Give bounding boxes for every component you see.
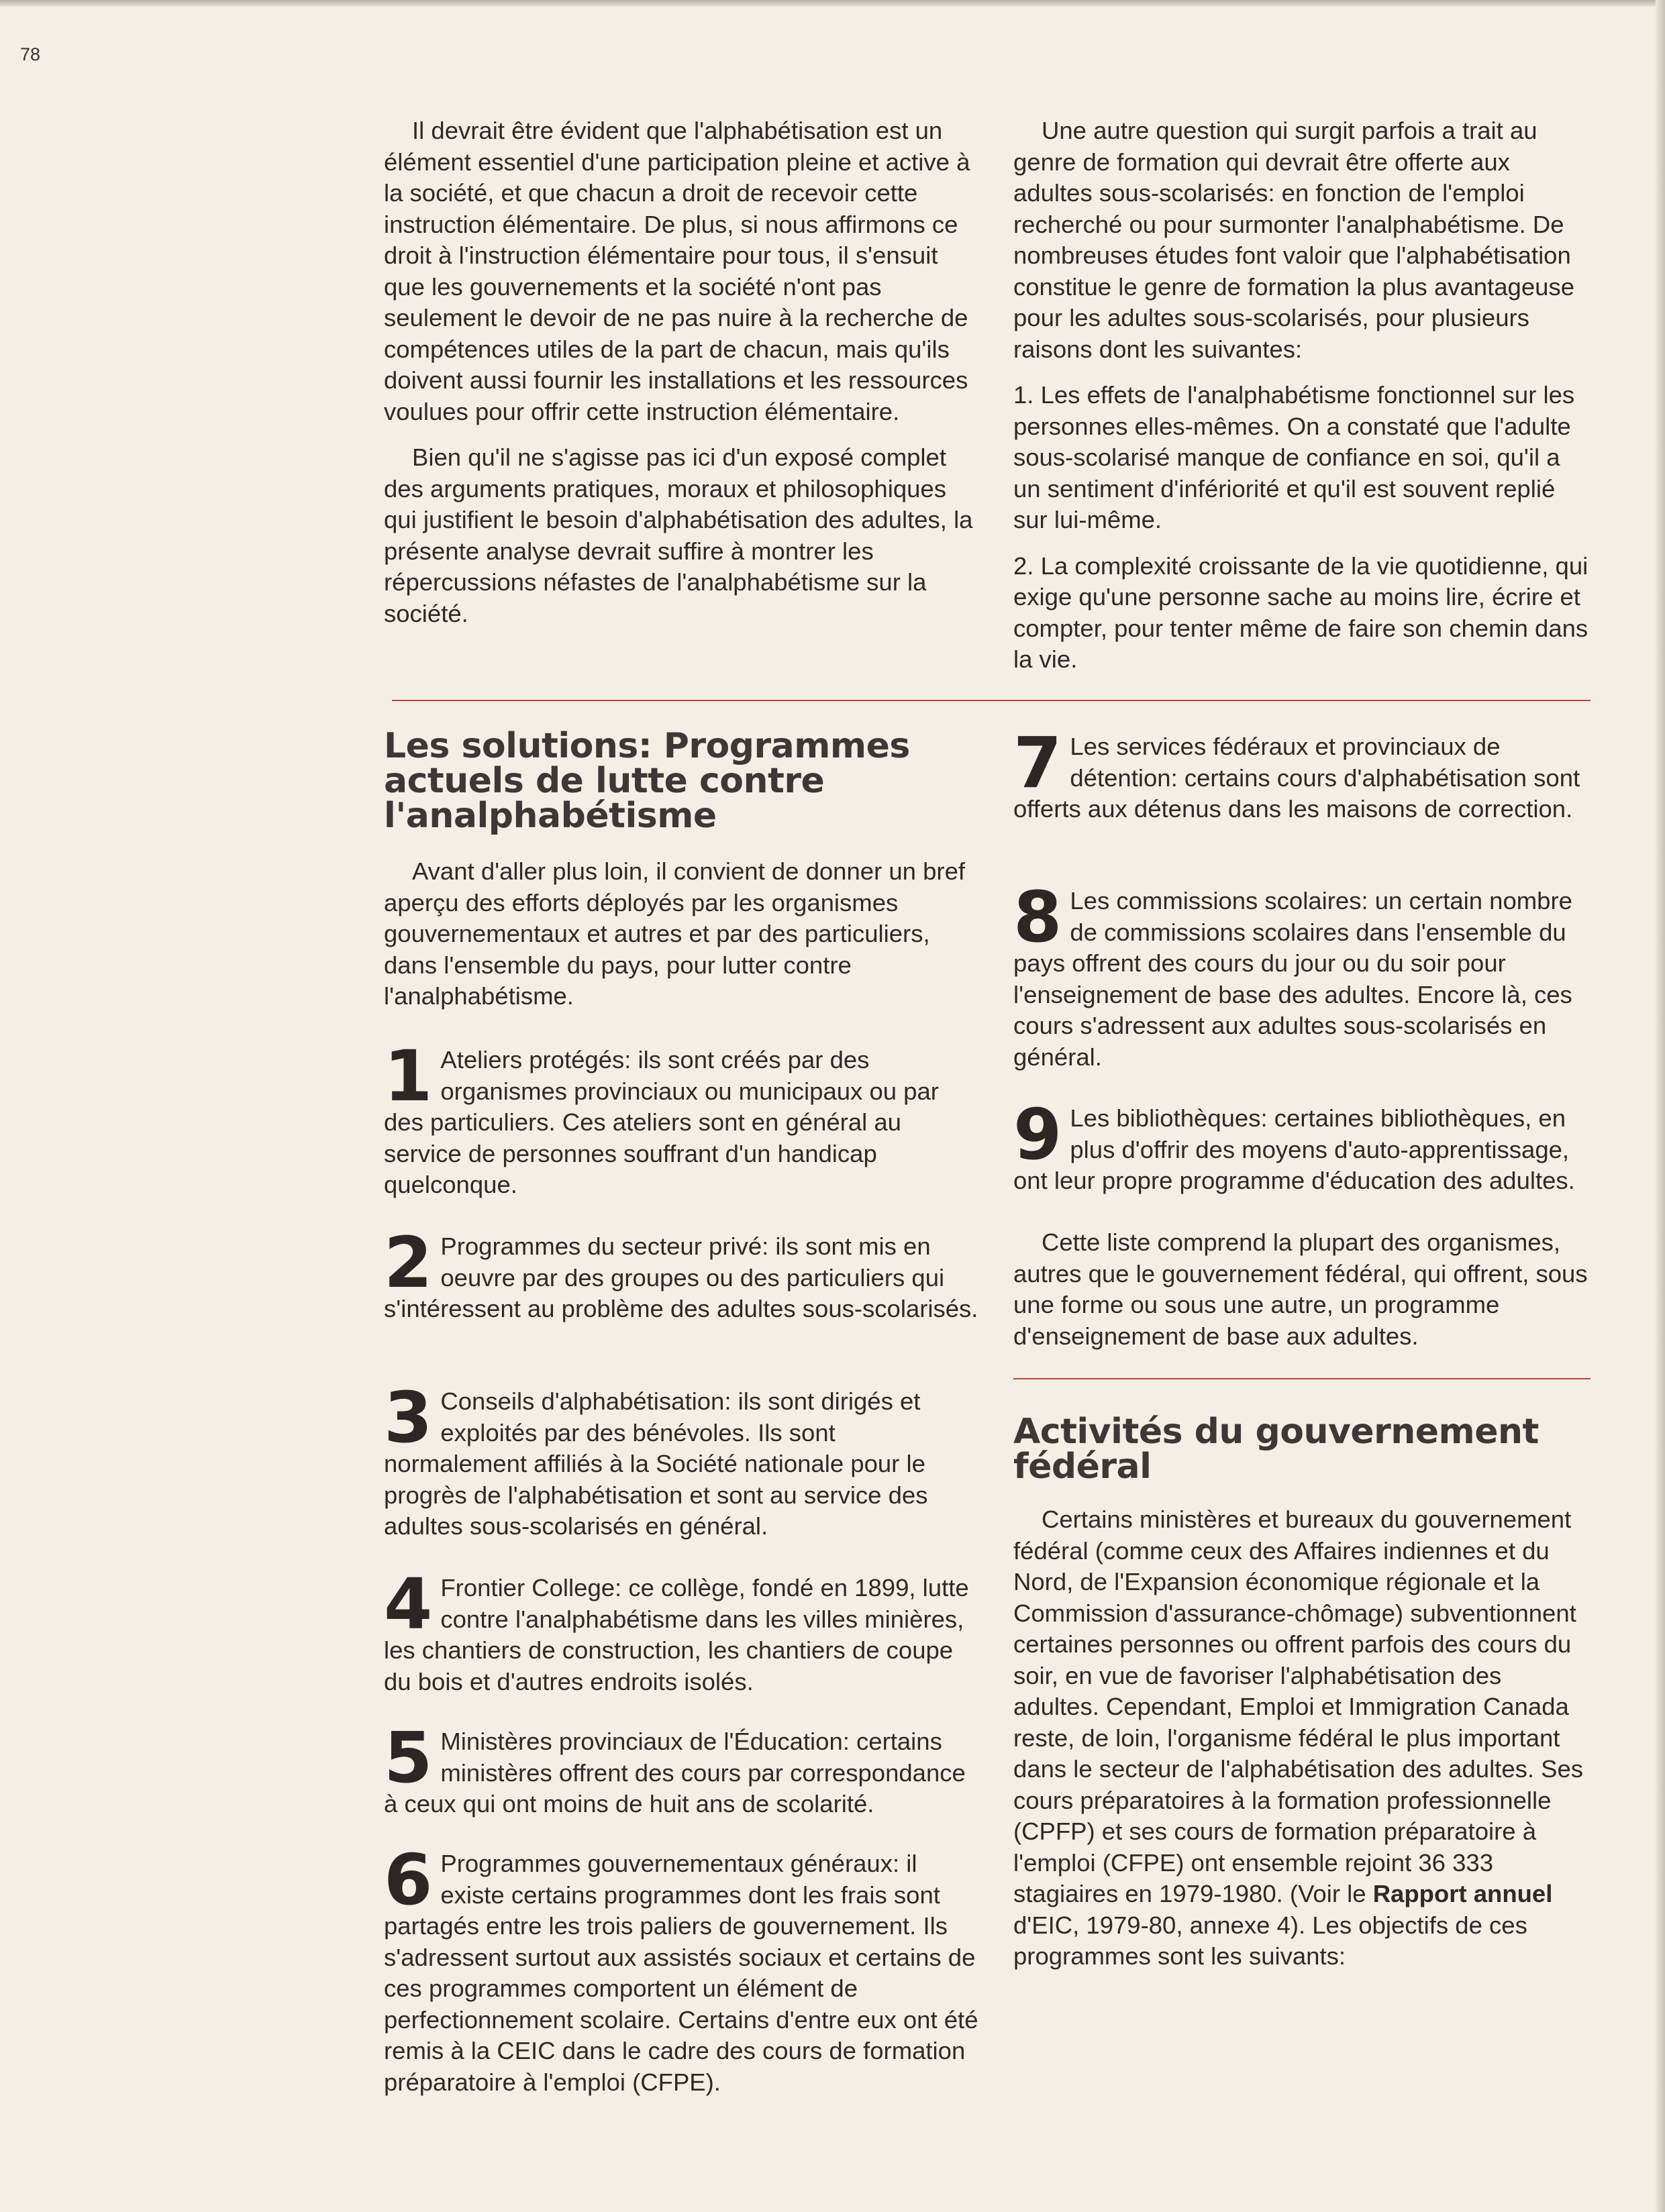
item-text: Frontier College: ce collège, fondé en 1899, lutte contre l'analphabétisme dans les villes minières, les chantiers de construction, les chantiers de coupe du bois et d'autres endroits isolés.: [384, 1574, 969, 1695]
item-text: Programmes gouvernementaux généraux: il existe certains programmes dont les frais sont partagés entre les trois paliers de gouvernement. Ils s'adressent surtout aux assistés sociaux et certains de ces programmes comportent un élément de perfectionnement scolaire. Certains d'entre eux ont été remis à la CEIC dans le cadre des cours de formation préparatoire à l'emploi (CFPE).: [384, 1850, 978, 2096]
item-text: Les bibliothèques: certaines bibliothèques, en plus d'offrir des moyens d'auto-apprentissage, ont leur propre programme d'éducation des adultes.: [1013, 1104, 1575, 1194]
federal-text-before: Certains ministères et bureaux du gouvernement fédéral (comme ceux des Affaires indiennes et du Nord, de l'Expansion économique régionale et la Commission d'assurance-chômage) subventionnent certaines personnes ou offrent parfois des cours du soir, en vue de favoriser l'alphabétisation des adultes. Cependant, Emploi et Immigration Canada reste, de loin, l'organisme fédéral le plus important dans le secteur de l'alphabétisation des adultes. Ses cours préparatoires à la formation professionnelle (CPFP) et ses cours de formation préparatoire à l'emploi (CFPE) ont ensemble rejoint 36 333 stagiaires en 1979-1980. (Voir le: [1013, 1506, 1584, 1907]
item-number: 3: [384, 1377, 433, 1459]
list-item: [384, 1222, 981, 1325]
list-item: [1013, 1094, 1591, 1197]
page-number: 78: [20, 44, 41, 64]
item-number: 6: [384, 1839, 433, 1921]
list-item: [384, 1035, 981, 1201]
item-text: Les services fédéraux et provinciaux de détention: certains cours d'alphabétisation sont offerts aux détenus dans les maisons de correction.: [1013, 733, 1580, 823]
section-divider: [392, 700, 1591, 701]
item-number: 4: [384, 1563, 433, 1645]
solutions-closing: Cette liste comprend la plupart des organismes, autres que le gouvernement fédéral, qui offrent, sous une forme ou sous une autre, un programme d'enseignement de base aux adultes.: [1013, 1228, 1588, 1350]
intro-right-paragraph: Une autre question qui surgit parfois a trait au genre de formation qui devrait être offerte aux adultes sous-scolarisés: en fonction de l'emploi recherché ou pour surmonter l'analphabétisme. De nombreuses études font valoir que l'alphabétisation constitue le genre de formation la plus avantageuse pour les adultes sous-scolarisés, pour plusieurs raisons dont les suivantes:: [1013, 117, 1574, 363]
page-right-edge: [1656, 0, 1665, 2212]
list-item: [384, 1839, 981, 2098]
item-text: Ateliers protégés: ils sont créés par des organismes provinciaux ou municipaux ou par des particuliers. Ces ateliers sont en général au service de personnes souffrant d'un handicap quelconque.: [384, 1046, 939, 1198]
item-number: 7: [1013, 722, 1062, 804]
item-text: Programmes du secteur privé: ils sont mis en oeuvre par des groupes ou des particuliers qui s'intéressent au problème des adultes sous-scolarisés.: [384, 1232, 978, 1322]
solutions-heading-rest: Programmes actuels de lutte contre l'analphabétisme: [384, 726, 910, 836]
federal-heading: Activités du gouvernement fédéral: [1013, 1412, 1539, 1487]
item-number: 1: [384, 1035, 433, 1117]
item-text: Les commissions scolaires: un certain nombre de commissions scolaires dans l'ensemble du pays offrent des cours du jour ou du soir pour l'enseignement de base des adultes. Encore là, ces cours s'adressent aux adultes sous-scolarisés en général.: [1013, 887, 1572, 1071]
solutions-heading: [384, 726, 981, 836]
list-item: [384, 1377, 981, 1542]
reason-1: 1. Les effets de l'analphabétisme fonctionnel sur les personnes elles-mêmes. On a constaté que l'adulte sous-scolarisé manque de confiance en soi, qu'il a un sentiment d'infériorité et qu'il est souvent replié sur lui-même.: [1013, 381, 1575, 533]
item-text: Ministères provinciaux de l'Éducation: certains ministères offrent des cours par correspondance à ceux qui ont moins de huit ans de scolarité.: [384, 1728, 966, 1818]
solutions-closing-block: [1013, 1227, 1591, 1352]
item-text: Conseils d'alphabétisation: ils sont dirigés et exploités par des bénévoles. Ils sont normalement affiliés à la Société nationale pour le progrès de l'alphabétisation et sont au service des adultes sous-scolarisés en général.: [384, 1387, 928, 1540]
list-item: [384, 1563, 981, 1697]
list-item: [1013, 876, 1591, 1073]
federal-text-after: d'EIC, 1979-80, annexe 4). Les objectifs de ces programmes sont les suivants:: [1013, 1911, 1527, 1970]
list-item: [384, 1717, 981, 1820]
item-number: 5: [384, 1717, 433, 1799]
reason-2: 2. La complexité croissante de la vie quotidienne, qui exige qu'une personne sache au moins lire, écrire et compter, pour tenter même de faire son chemin dans la vie.: [1013, 551, 1588, 673]
intro-right: [1013, 115, 1591, 676]
federal-paragraph: [1013, 1504, 1591, 1972]
federal-section: [1013, 1414, 1591, 1972]
solutions-heading-lead: Les solutions:: [384, 726, 652, 766]
intro-left: [384, 115, 981, 629]
intro-left-paragraph-1: Il devrait être évident que l'alphabétisation est un élément essentiel d'une participation pleine et active à la société, et que chacun a droit de recevoir cette instruction élémentaire. De plus, si nous affirmons ce droit à l'instruction élémentaire pour tous, il s'ensuit que les gouvernements et la société n'ont pas seulement le devoir de ne pas nuire à la recherche de compétences utiles de la part de chacun, mais qu'ils doivent aussi fournir les installations et les ressources voulues pour offrir cette instruction élémentaire.: [384, 117, 970, 425]
list-item: [1013, 722, 1591, 825]
solutions-intro: Avant d'aller plus loin, il convient de donner un bref aperçu des efforts déployés par les organismes gouvernementaux et autres et par des particuliers, dans l'ensemble du pays, pour lutter contre l'analphabétisme.: [384, 857, 966, 1010]
item-number: 9: [1013, 1094, 1062, 1175]
solutions-section-header: [384, 726, 981, 1012]
annual-report-reference: Rapport annuel: [1372, 1880, 1553, 1907]
item-number: 2: [384, 1222, 433, 1304]
intro-left-paragraph-2: Bien qu'il ne s'agisse pas ici d'un exposé complet des arguments pratiques, moraux et philosophiques qui justifient le besoin d'alphabétisation des adultes, la présente analyse devrait suffire à montrer les répercussions néfastes de l'analphabétisme sur la société.: [384, 443, 973, 627]
item-number: 8: [1013, 876, 1062, 958]
page-top-edge: [0, 0, 1665, 7]
section-divider-right: [1013, 1378, 1591, 1379]
